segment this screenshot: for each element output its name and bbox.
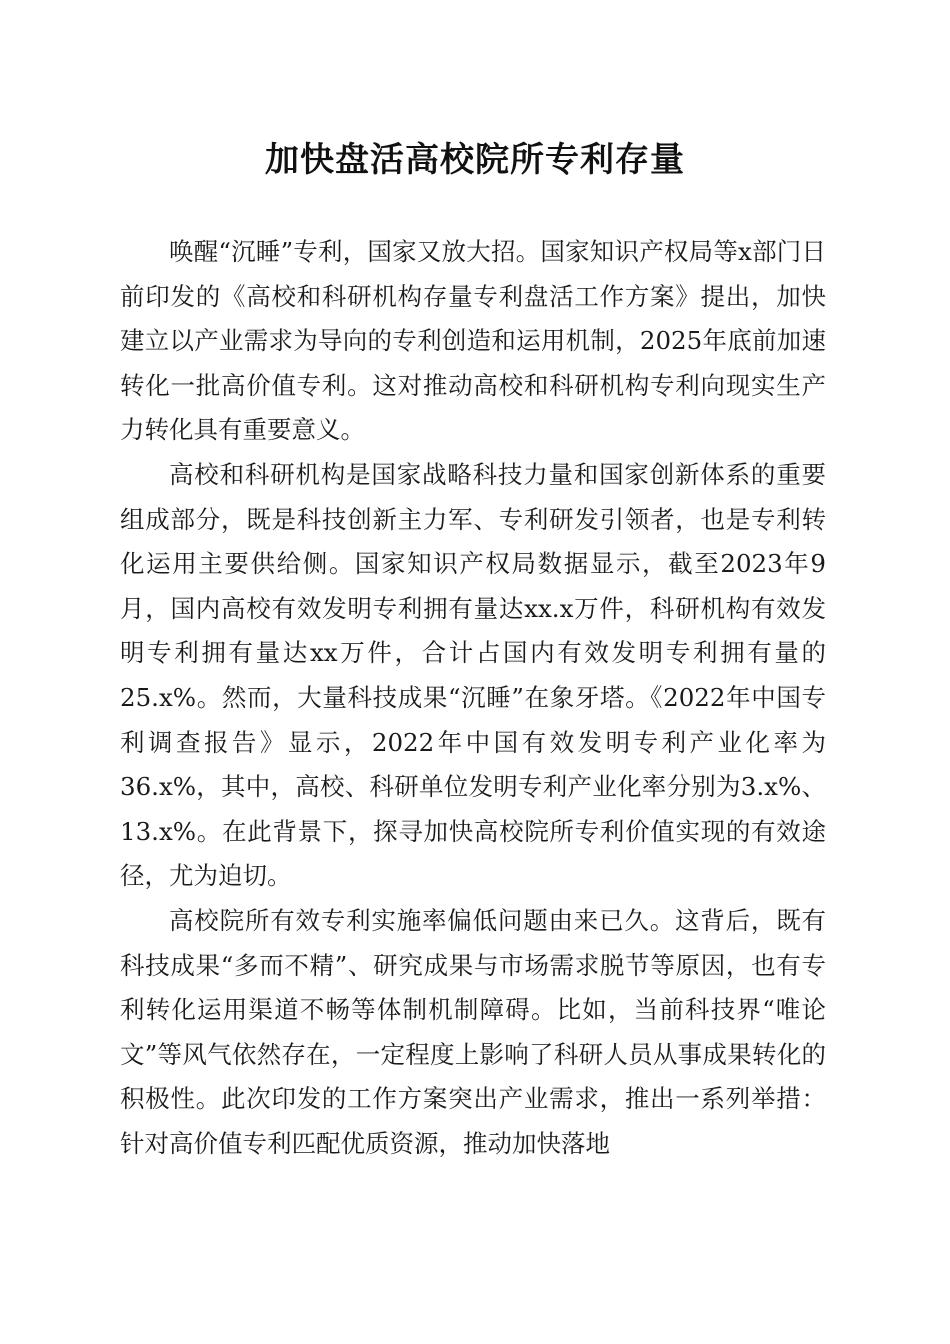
paragraph-3: 高校院所有效专利实施率偏低问题由来已久。这背后，既有科技成果“多而不精”、研究成果与市场需求脱节等原因，也有专利转化运用渠道不畅等体制机制障碍。比如，当前科技界“唯论文”等风气依然存在，一定程度上影响了科研人员从事成果转化的积极性。此次印发的工作方案突出产业需求，推出一系列举措：针对高价值专利匹配优质资源，推动加快落地 [120, 905, 826, 1158]
paragraph-2: 高校和科研机构是国家战略科技力量和国家创新体系的重要组成部分，既是科技创新主力军、专利研发引领者，也是专利转化运用主要供给侧。国家知识产权局数据显示，截至2023年9月，国内高校有效发明专利拥有量达xx.x万件，科研机构有效发明专利拥有量达xx万件，合计占国内有效发明专利拥有量的25.x%。然而，大量科技成果“沉睡”在象牙塔。《2022年中国专利调查报告》显示，2022年中国有效发明专利产业化率为36.x%，其中，高校、科研单位发明专利产业化率分别为3.x%、13.x%。在此背景下，探寻加快高校院所专利价值实现的有效途径，尤为迫切。 [120, 459, 826, 891]
document-body [120, 230, 826, 1166]
document-title: 加快盘活高校院所专利存量 [265, 140, 685, 180]
paragraph-1: 唤醒“沉睡”专利，国家又放大招。国家知识产权局等x部门日前印发的《高校和科研机构存量专利盘活工作方案》提出，加快建立以产业需求为导向的专利创造和运用机制，2025年底前加速转化一批高价值专利。这对推动高校和科研机构专利向现实生产力转化具有重要意义。 [120, 237, 826, 445]
